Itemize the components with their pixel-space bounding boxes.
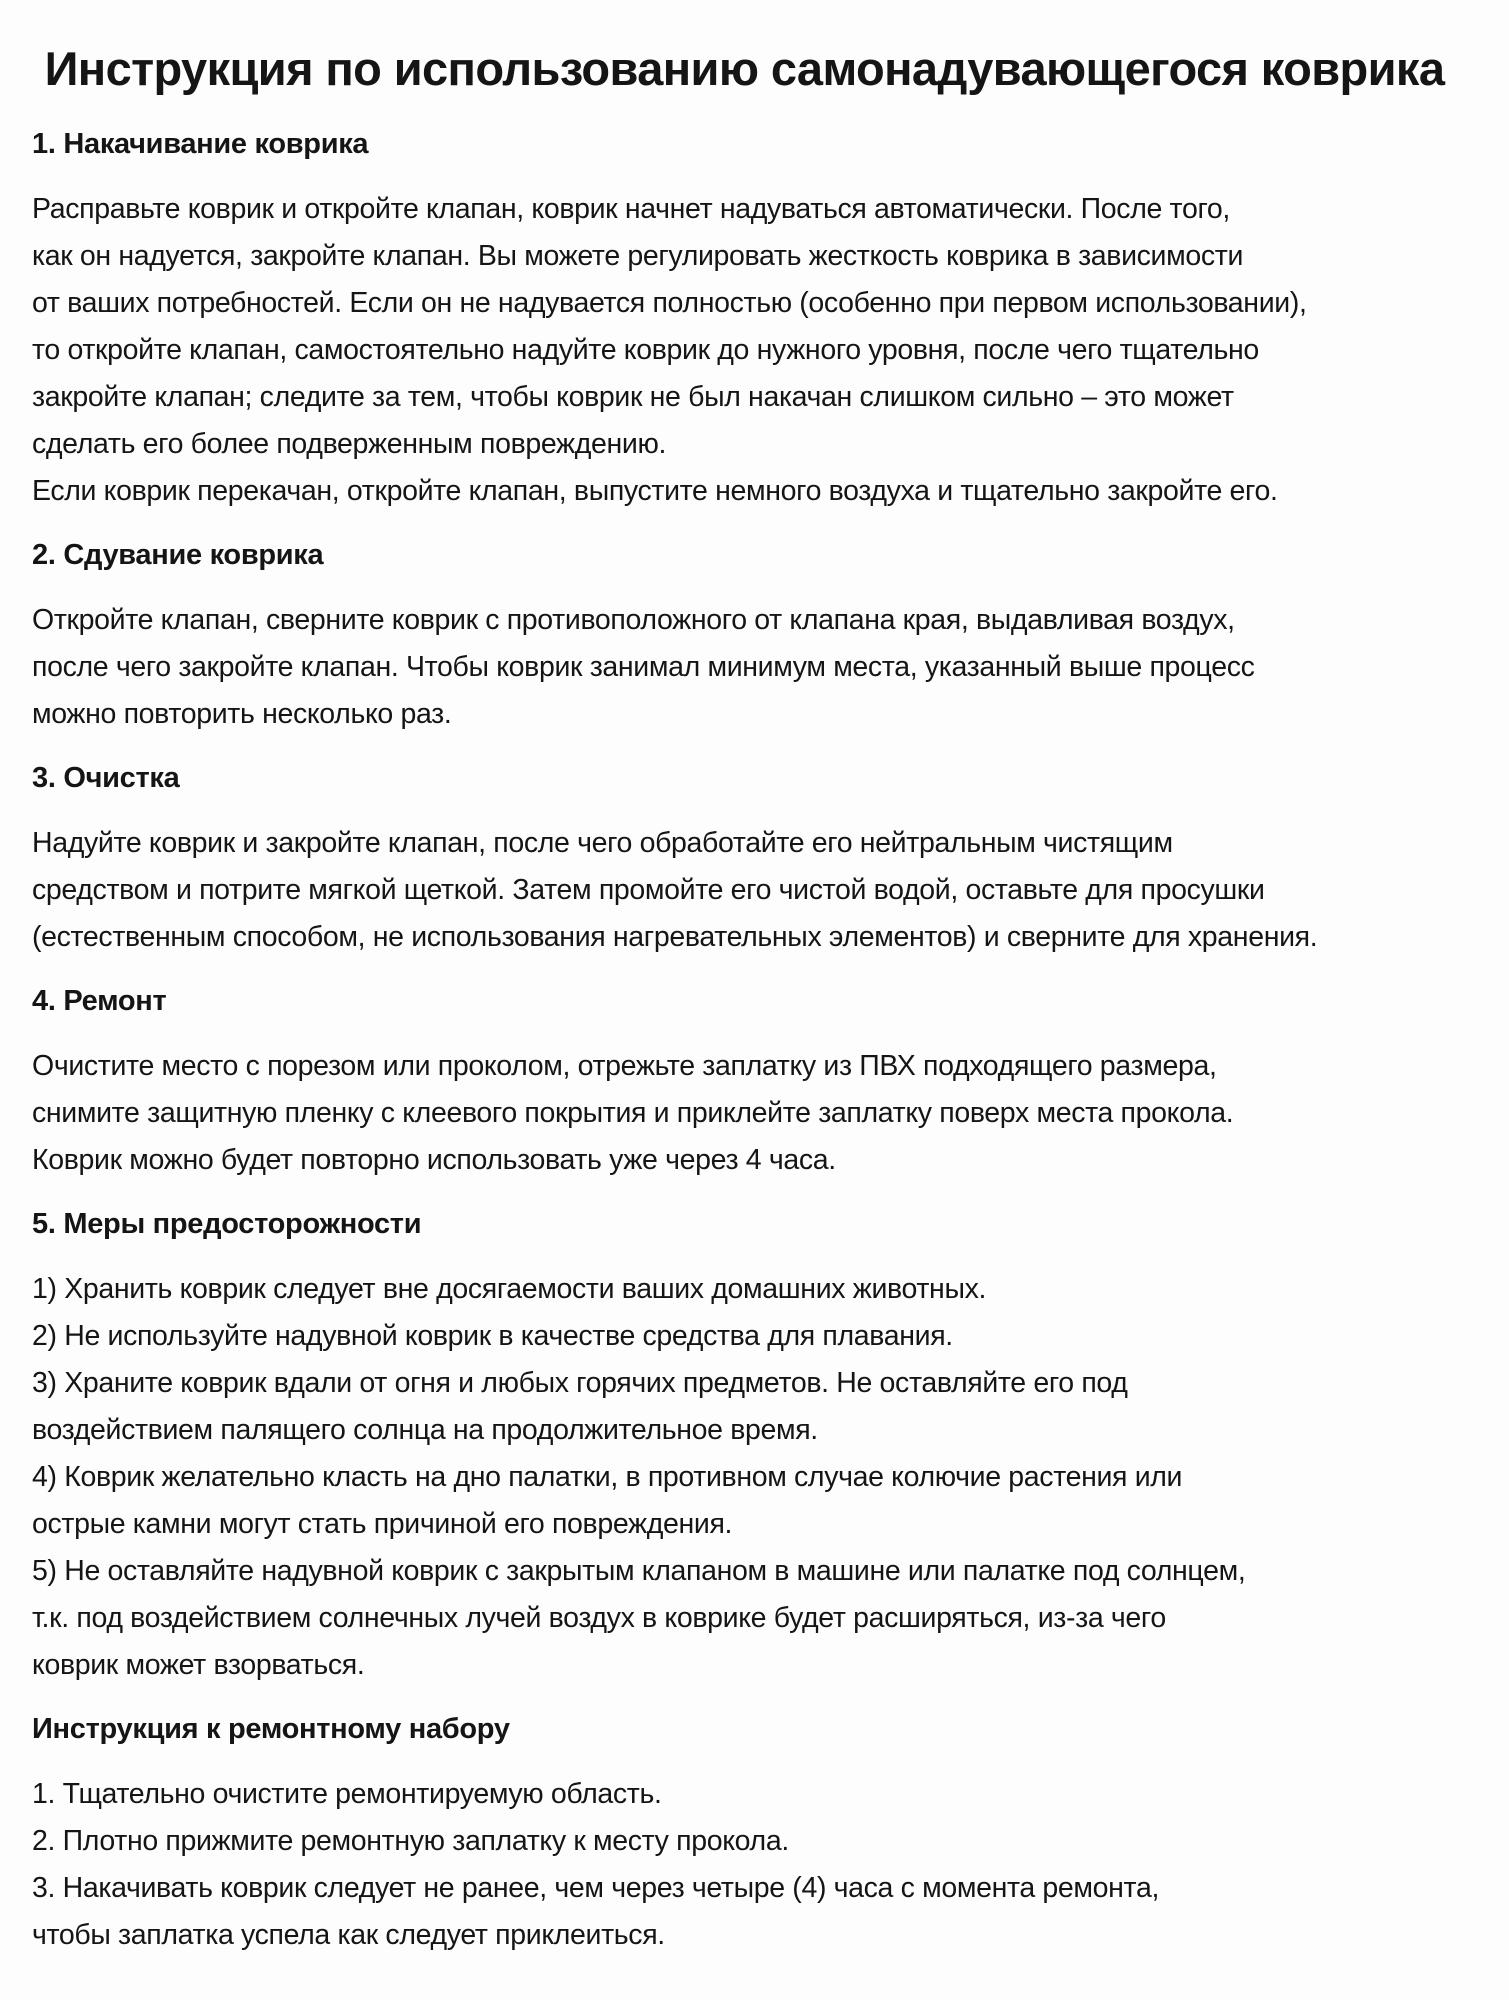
text-line: средством и потрите мягкой щеткой. Затем промойте его чистой водой, оставьте для просушки: [32, 874, 1265, 906]
text-line: острые камни могут стать причиной его повреждения.: [32, 1508, 733, 1540]
section-heading-repair: 4. Ремонт: [32, 985, 167, 1017]
text-line: 3) Храните коврик вдали от огня и любых горячих предметов. Не оставляйте его под: [32, 1367, 1128, 1399]
text-line: 1) Хранить коврик следует вне досягаемости ваших домашних животных.: [32, 1273, 987, 1305]
text-line: Откройте клапан, сверните коврик с противоположного от клапана края, выдавливая воздух,: [32, 604, 1235, 636]
text-line: сделать его более подверженным повреждению.: [32, 428, 667, 460]
text-line: воздействием палящего солнца на продолжительное время.: [32, 1414, 818, 1446]
text-line: закройте клапан; следите за тем, чтобы коврик не был накачан слишком сильно – это может: [32, 381, 1234, 413]
text-line: то откройте клапан, самостоятельно надуйте коврик до нужного уровня, после чего тщательно: [32, 334, 1259, 366]
text-line: можно повторить несколько раз.: [32, 698, 452, 730]
section-body-precautions: [32, 1266, 1449, 1689]
text-line: 5) Не оставляйте надувной коврик с закрытым клапаном в машине или палатке под солнцем,: [32, 1555, 1246, 1587]
text-line: 1. Тщательно очистите ремонтируемую область.: [32, 1778, 662, 1810]
text-line: Расправьте коврик и откройте клапан, коврик начнет надуваться автоматически. После того,: [32, 193, 1230, 225]
section-heading-cleaning: 3. Очистка: [32, 762, 180, 794]
text-line: Очистите место с порезом или проколом, отрежьте заплатку из ПВХ подходящего размера,: [32, 1050, 1217, 1082]
section-heading-deflation: 2. Сдувание коврика: [32, 539, 324, 571]
text-line: 2. Плотно прижмите ремонтную заплатку к месту прокола.: [32, 1825, 789, 1857]
text-line: снимите защитную пленку с клеевого покрытия и приклейте заплатку поверх места прокола.: [32, 1097, 1234, 1129]
text-line: чтобы заплатка успела как следует приклеиться.: [32, 1919, 665, 1951]
text-line: т.к. под воздействием солнечных лучей воздух в коврике будет расширяться, из-за чего: [32, 1602, 1166, 1634]
page-title: Инструкция по использованию самонадувающегося коврика: [44, 42, 1445, 95]
section-heading-precautions: 5. Меры предосторожности: [32, 1208, 422, 1240]
text-line: коврик может взорваться.: [32, 1649, 365, 1681]
section-heading-repair-kit: Инструкция к ремонтному набору: [32, 1713, 510, 1745]
section-body-inflation: [32, 186, 1449, 515]
text-line: от ваших потребностей. Если он не надувается полностью (особенно при первом использовании),: [32, 287, 1307, 319]
text-line: (естественным способом, не использования нагревательных элементов) и сверните для хранения.: [32, 921, 1318, 953]
section-heading-inflation: 1. Накачивание коврика: [32, 128, 369, 160]
text-line: 4) Коврик желательно класть на дно палатки, в противном случае колючие растения или: [32, 1461, 1183, 1493]
section-body-repair: [32, 1043, 1449, 1184]
text-line: 3. Накачивать коврик следует не ранее, чем через четыре (4) часа с момента ремонта,: [32, 1872, 1160, 1904]
text-line: Коврик можно будет повторно использовать уже через 4 часа.: [32, 1144, 836, 1176]
section-body-deflation: [32, 597, 1449, 738]
text-line: как он надуется, закройте клапан. Вы можете регулировать жесткость коврика в зависимости: [32, 240, 1244, 272]
text-line: Если коврик перекачан, откройте клапан, выпустите немного воздуха и тщательно закройте его.: [32, 475, 1278, 507]
section-body-cleaning: [32, 820, 1449, 961]
text-line: Надуйте коврик и закройте клапан, после чего обработайте его нейтральным чистящим: [32, 827, 1173, 859]
text-line: после чего закройте клапан. Чтобы коврик занимал минимум места, указанный выше процесс: [32, 651, 1255, 683]
text-line: 2) Не используйте надувной коврик в качестве средства для плавания.: [32, 1320, 953, 1352]
section-body-repair-kit: [32, 1771, 1449, 1959]
